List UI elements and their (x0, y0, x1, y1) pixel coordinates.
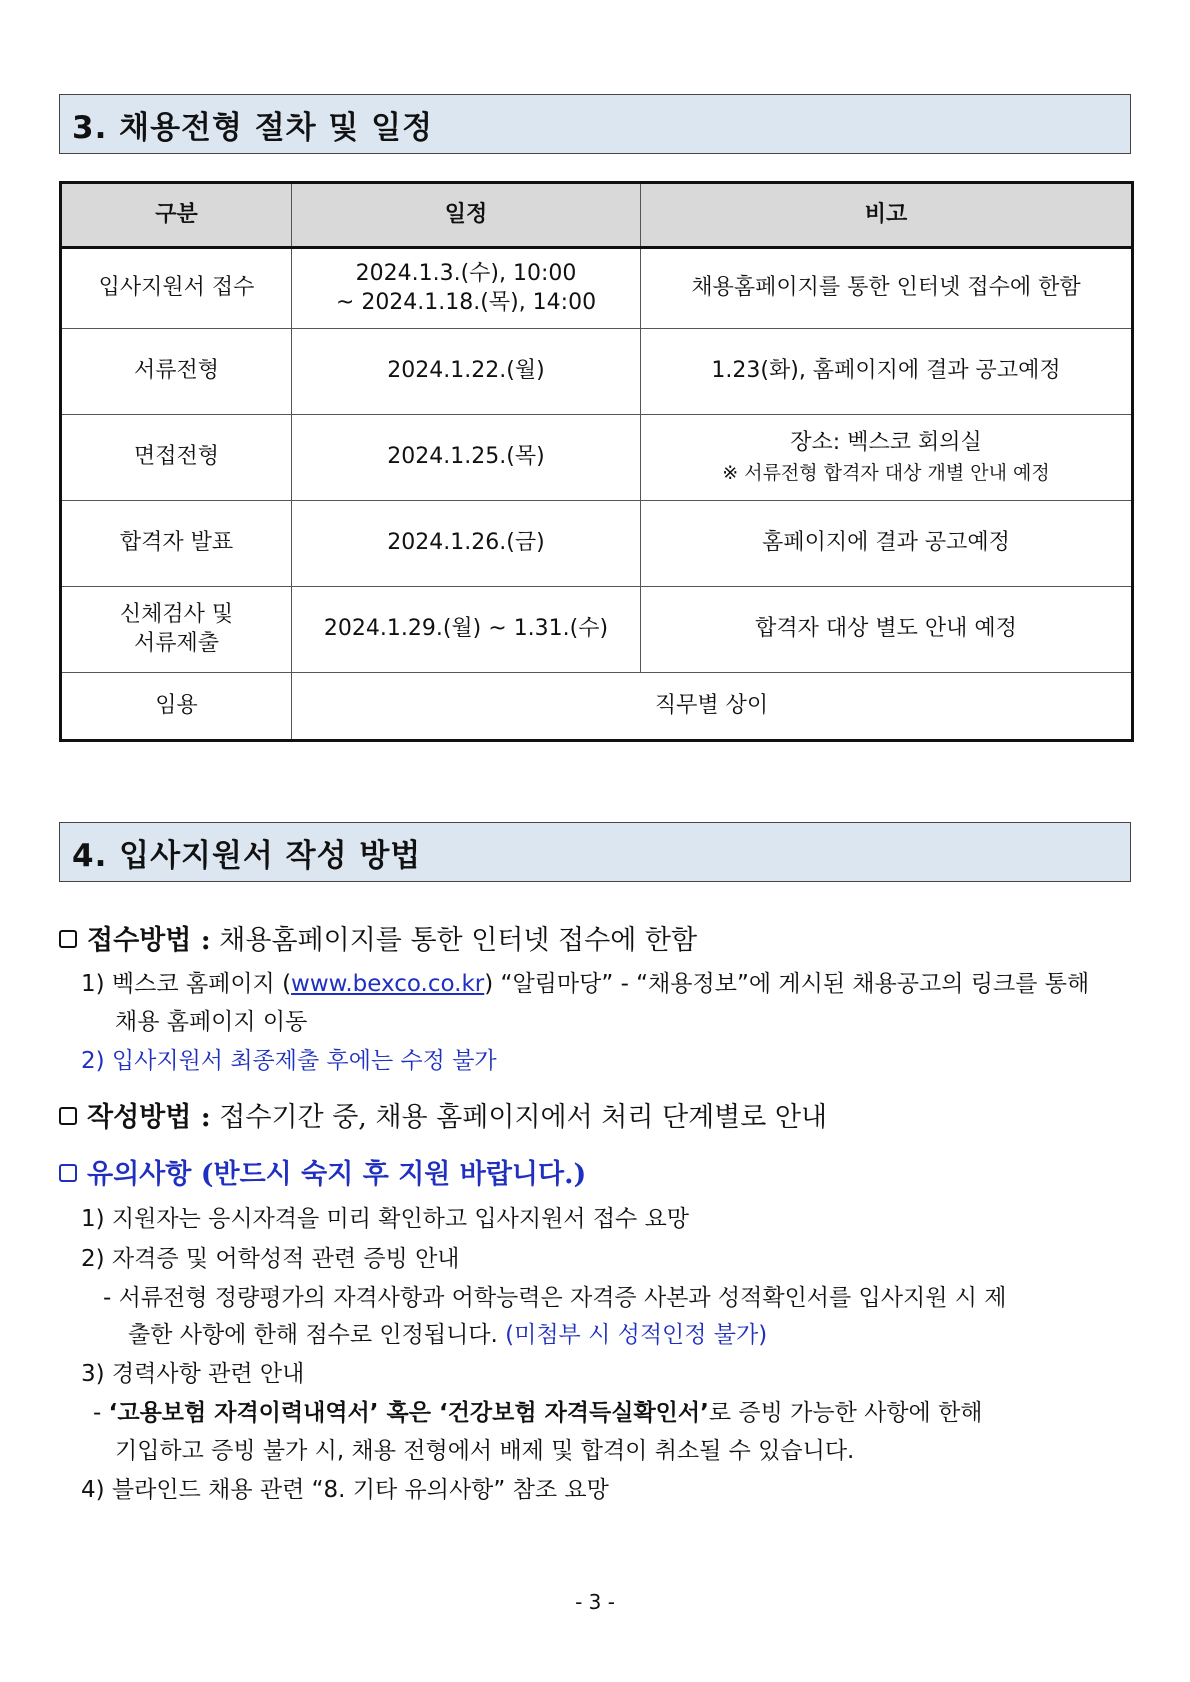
employment-insurance-doc: ‘고용보험 자격이력내역서’ (108, 1400, 379, 1426)
row-label: 면접전형 (61, 415, 292, 501)
section4-heading (59, 822, 1131, 882)
receipt-item1: 1) 벡스코 홈페이지 (www.bexco.co.kr) “알림마당” - “채용정보”에 게시된 채용공고의 링크를 통해 (81, 971, 1090, 997)
notice-item2-sub1: - 서류전형 정량평가의 자격사항과 어학능력은 자격증 사본과 성적확인서를 입사지원 시 제 (103, 1285, 1007, 1311)
receipt-label: 접수방법 : (87, 925, 211, 956)
row-note: 1.23(화), 홈페이지에 결과 공고예정 (641, 329, 1133, 415)
row-date: 2024.1.29.(월) ~ 1.31.(수) (292, 587, 641, 673)
notice-item2: 2) 자격증 및 어학성적 관련 증빙 안내 (81, 1246, 460, 1272)
table-row (61, 501, 1133, 587)
notice-item3-detail: - ‘고용보험 자격이력내역서’ 혹은 ‘건강보험 자격득실확인서’로 증빙 가능한 사항에 한해 (93, 1400, 983, 1426)
receipt-item2: 2) 입사지원서 최종제출 후에는 수정 불가 (81, 1048, 497, 1074)
table-row (61, 329, 1133, 415)
table-row (61, 248, 1133, 329)
notice-item3-cont: 기입하고 증빙 불가 시, 채용 전형에서 배제 및 합격이 취소될 수 있습니다. (115, 1438, 855, 1464)
label-line2: 서류제출 (133, 630, 219, 656)
notice-item4: 4) 블라인드 채용 관련 “8. 기타 유의사항” 참조 요망 (81, 1477, 609, 1503)
section4-title: 4. 입사지원서 작성 방법 (72, 837, 422, 874)
row-date (292, 248, 641, 329)
receipt-item1-cont: 채용 홈페이지 이동 (115, 1009, 308, 1035)
schedule-table (59, 181, 1134, 742)
note-main: 장소: 벡스코 회의실 (790, 429, 982, 455)
method-label: 작성방법 : (87, 1102, 211, 1133)
section3-heading (59, 94, 1131, 154)
header-schedule: 일정 (292, 183, 641, 248)
receipt-text: 채용홈페이지를 통한 인터넷 접수에 한함 (219, 925, 698, 956)
notice-item2-sub2: 출한 사항에 한해 점수로 인정됩니다. (미첨부 시 성적인정 불가) (128, 1322, 768, 1348)
header-remarks: 비고 (641, 183, 1133, 248)
notice-title: 유의사항 (반드시 숙지 후 지원 바랍니다.) (59, 1152, 586, 1191)
notice-item1: 1) 지원자는 응시자격을 미리 확인하고 입사지원서 접수 요망 (81, 1206, 690, 1232)
row-note: 합격자 대상 별도 안내 예정 (641, 587, 1133, 673)
row-label: 합격자 발표 (61, 501, 292, 587)
row-note: 채용홈페이지를 통한 인터넷 접수에 한함 (641, 248, 1133, 329)
row-date: 2024.1.25.(목) (292, 415, 641, 501)
row-label: 입사지원서 접수 (61, 248, 292, 329)
section3-title: 3. 채용전형 절차 및 일정 (72, 109, 434, 146)
note-sub: ※ 서류전형 합격자 대상 개별 안내 예정 (722, 462, 1050, 485)
checkbox-square-icon (59, 930, 77, 948)
date-line1: 2024.1.3.(수), 10:00 (355, 260, 577, 286)
label-line1: 신체검사 및 (119, 601, 234, 627)
bexco-link[interactable]: www.bexco.co.kr (291, 971, 485, 997)
writing-method (59, 1095, 827, 1134)
header-category: 구분 (61, 183, 292, 248)
table-row (61, 673, 1133, 741)
row-date: 2024.1.22.(월) (292, 329, 641, 415)
page-number: - 3 - (575, 1590, 615, 1614)
row-date: 2024.1.26.(금) (292, 501, 641, 587)
table-row (61, 415, 1133, 501)
receipt-method (59, 918, 697, 957)
checkbox-square-icon (59, 1164, 77, 1182)
table-row (61, 587, 1133, 673)
row-label: 서류전형 (61, 329, 292, 415)
row-note: 홈페이지에 결과 공고예정 (641, 501, 1133, 587)
notice-item3: 3) 경력사항 관련 안내 (81, 1361, 305, 1387)
row-note (641, 415, 1133, 501)
row-label: 임용 (61, 673, 292, 741)
method-text: 접수기간 중, 채용 홈페이지에서 처리 단계별로 안내 (219, 1102, 828, 1133)
notice-item2-blue: (미첨부 시 성적인정 불가) (505, 1322, 768, 1348)
date-line2: ~ 2024.1.18.(목), 14:00 (335, 289, 597, 315)
checkbox-square-icon (59, 1107, 77, 1125)
row-label (61, 587, 292, 673)
row-merged: 직무별 상이 (292, 673, 1133, 741)
health-insurance-doc: ‘건강보험 자격득실확인서’ (438, 1400, 709, 1426)
table-header-row (61, 183, 1133, 248)
